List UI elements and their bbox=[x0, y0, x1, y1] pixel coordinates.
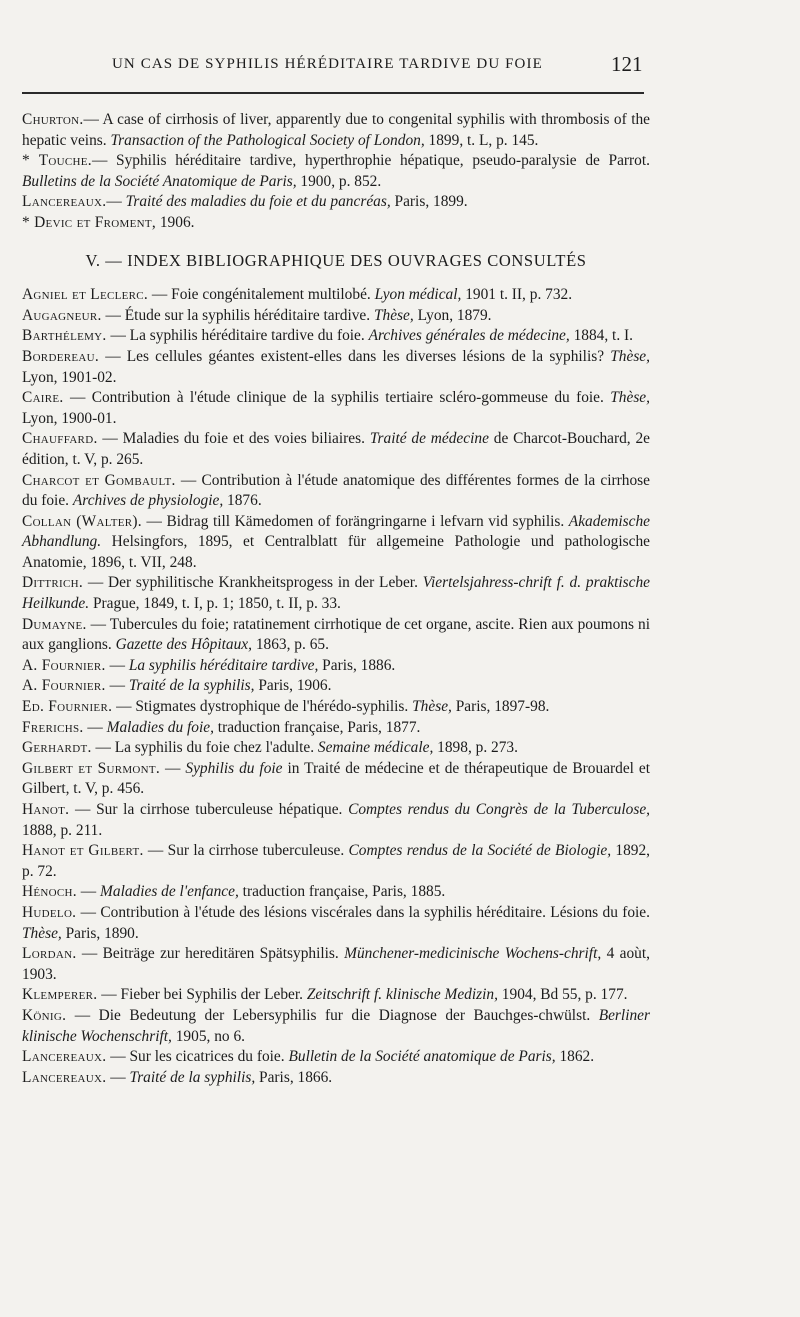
entry-author: Agniel et Leclerc. bbox=[22, 286, 149, 304]
bibliography-body bbox=[22, 110, 650, 1088]
entry-source: Traité des maladies du foie et du pancréas, bbox=[125, 193, 391, 211]
bibliography-entry bbox=[22, 841, 650, 882]
entry-author: Barthélemy. bbox=[22, 327, 107, 345]
entry-author: Dumayne. bbox=[22, 615, 87, 633]
entry-text: — La syphilis héréditaire tardive du foie. bbox=[106, 327, 369, 345]
bibliography-entry bbox=[22, 615, 650, 656]
entry-details: de Charcot-Bouchard, 2e édition, t. V, p. 265. bbox=[22, 430, 651, 468]
entry-details: 1862. bbox=[555, 1048, 595, 1066]
entry-author: Charcot et Gombault. bbox=[22, 471, 176, 489]
entry-source: Thèse, bbox=[22, 924, 62, 942]
running-header bbox=[0, 52, 800, 82]
bibliography-entry bbox=[22, 944, 650, 985]
entry-source: Akademische Abhandlung. bbox=[22, 512, 650, 551]
entry-source: Bulletin de la Société anatomique de Paris, bbox=[288, 1048, 556, 1066]
entry-source: La syphilis héréditaire tardive, bbox=[128, 656, 319, 674]
entry-author: Bordereau. bbox=[22, 347, 100, 365]
bibliography-entry bbox=[22, 573, 650, 614]
entry-text: — Contribution à l'étude anatomique des différentes formes de la cirrhose du foie. bbox=[22, 471, 650, 510]
entry-text: — Contribution à l'étude clinique de la syphilis tertiaire scléro-gommeuse du foie. bbox=[63, 389, 611, 407]
entry-details: traduction française, Paris, 1885. bbox=[238, 883, 446, 901]
entry-details: Paris, 1899. bbox=[390, 193, 468, 211]
bibliography-entry bbox=[22, 192, 650, 213]
entry-details: 1892, p. 72. bbox=[22, 842, 651, 880]
entry-author: Klemperer. bbox=[22, 986, 98, 1004]
entry-details: Paris, 1886. bbox=[318, 656, 396, 674]
bibliography-entry bbox=[22, 326, 650, 347]
entry-details: 4 aoùt, 1903. bbox=[22, 945, 650, 983]
entry-author: Hénoch. bbox=[22, 883, 77, 901]
entry-author: Hudelo. bbox=[22, 903, 77, 921]
bibliography-entry bbox=[22, 718, 650, 739]
entry-source: Comptes rendus de la Société de Biologie, bbox=[348, 842, 612, 860]
bibliography-entry bbox=[22, 347, 650, 388]
entry-text: — Sur la cirrhose tuberculeuse hépatique. bbox=[69, 801, 349, 818]
entry-text: — Die Bedeutung der Lebersyphilis fur die Diagnose der Bauchges-chwülst. bbox=[66, 1006, 599, 1024]
entry-source: Semaine médicale, bbox=[317, 739, 434, 757]
entry-source: Thèse, bbox=[610, 389, 650, 407]
entry-author: Hanot. bbox=[22, 801, 70, 818]
entry-source: Thèse, bbox=[412, 698, 452, 716]
entry-source: Traité de la syphilis, bbox=[128, 677, 255, 695]
bibliography-entry bbox=[22, 1047, 650, 1068]
section-heading: V. — INDEX BIBLIOGRAPHIQUE DES OUVRAGES CONSULTÉS bbox=[85, 250, 587, 270]
entry-author: A. Fournier. bbox=[22, 656, 106, 674]
entry-source: Traité de la syphilis, bbox=[129, 1068, 256, 1086]
entry-source: Maladies de l'enfance, bbox=[100, 883, 239, 901]
bibliography-entry bbox=[22, 1006, 650, 1047]
entry-author: * Touche. bbox=[22, 152, 92, 170]
entry-source: Münchener-medicinische Wochens-chrift, bbox=[344, 945, 602, 963]
bibliography-entry bbox=[22, 697, 650, 718]
entry-author: Hanot et Gilbert. bbox=[22, 842, 144, 860]
entry-details: Lyon, 1901-02. bbox=[22, 368, 117, 386]
entry-source: Archives de physiologie, bbox=[72, 492, 224, 510]
page-number: 121 bbox=[611, 52, 643, 76]
entry-text: — La syphilis du foie chez l'adulte. bbox=[91, 739, 318, 757]
entry-source: Syphilis du foie bbox=[185, 759, 283, 777]
entry-details: 1898, p. 273. bbox=[433, 739, 518, 757]
entry-source: Archives générales de médecine, bbox=[368, 327, 570, 345]
entry-text: — bbox=[106, 193, 126, 211]
entry-text: — bbox=[106, 1068, 130, 1086]
bibliography-entry bbox=[22, 656, 650, 677]
entry-source: Comptes rendus du Congrès de la Tuberculose, bbox=[348, 801, 650, 818]
entry-text: — Stigmates dystrophique de l'hérédo-syphilis. bbox=[112, 698, 413, 716]
entry-details: Prague, 1849, t. I, p. 1; 1850, t. II, p. 33. bbox=[89, 595, 341, 613]
bibliography-entry bbox=[22, 676, 650, 697]
entry-text: — Les cellules géantes existent-elles dans les diverses lésions de la syphilis? bbox=[99, 347, 611, 365]
bibliography-entry bbox=[22, 213, 650, 234]
bibliography-entry bbox=[22, 903, 650, 944]
entry-source: Maladies du foie, bbox=[106, 718, 214, 736]
bibliography-entry bbox=[22, 429, 650, 470]
entry-details: Paris, 1897-98. bbox=[451, 698, 550, 716]
entry-text: — bbox=[160, 759, 186, 777]
entry-details: in Traité de médecine et de thérapeutique de Brouardel et Gilbert, t. V, p. 456. bbox=[22, 759, 651, 798]
entry-author: Caire. bbox=[22, 389, 64, 407]
entry-text: — bbox=[76, 883, 101, 901]
entry-source: Bulletins de la Société Anatomique de Paris, bbox=[22, 172, 297, 190]
bibliography-entry bbox=[22, 800, 650, 841]
entry-author: Chauffard. bbox=[22, 430, 98, 448]
entry-source: Berliner klinische Wochenschrift, bbox=[22, 1006, 650, 1045]
entry-details: 1905, no 6. bbox=[171, 1027, 245, 1045]
entry-text: — Beiträge zur hereditären Spätsyphilis. bbox=[76, 945, 345, 963]
bibliography-entry bbox=[22, 151, 650, 192]
entry-author: Ed. Fournier. bbox=[22, 698, 113, 716]
entry-text: — Sur les cicatrices du foie. bbox=[106, 1048, 289, 1066]
bibliography-entry bbox=[22, 110, 650, 151]
entry-author: Lancereaux. bbox=[22, 1048, 107, 1066]
entry-details: 1899, t. L, p. 145. bbox=[424, 131, 539, 149]
entry-text: — Foie congénitalement multilobé. bbox=[148, 286, 375, 304]
entry-source: Zeitschrift f. klinische Medizin, bbox=[306, 986, 498, 1004]
entry-details: Lyon, 1900-01. bbox=[22, 409, 117, 427]
entry-details: Helsingfors, 1895, et Centralblatt für allgemeine Pathologie und pathologische Anatomie, 1896, t. VII, 248. bbox=[22, 533, 650, 571]
index-list bbox=[22, 285, 650, 1088]
bibliography-entry bbox=[22, 759, 650, 800]
entry-details: Paris, 1890. bbox=[61, 924, 139, 942]
entry-details: 1863, p. 65. bbox=[251, 636, 329, 654]
entry-details: traduction française, Paris, 1877. bbox=[213, 718, 421, 736]
header-rule bbox=[22, 92, 644, 94]
entry-text: — bbox=[83, 718, 107, 736]
entry-details: 1888, p. 211. bbox=[22, 821, 103, 839]
entry-text: — Contribution à l'étude des lésions viscérales dans la syphilis héréditaire. Lésions du foie. bbox=[76, 903, 650, 921]
entry-source: Lyon médical, bbox=[374, 286, 462, 304]
entry-details: 1904, Bd 55, p. 177. bbox=[497, 986, 628, 1004]
entry-author: Lordan. bbox=[22, 945, 77, 963]
entry-author: Dittrich. bbox=[22, 574, 84, 592]
bibliography-entry bbox=[22, 985, 650, 1006]
entry-details: Lyon, 1879. bbox=[413, 306, 492, 324]
entry-text: — Étude sur la syphilis héréditaire tardive. bbox=[101, 306, 374, 324]
entry-author: Lancereaux. bbox=[22, 193, 107, 211]
entry-text: — A case of cirrhosis of liver, apparently due to congenital syphilis with thrombosis of the hepatic veins. bbox=[22, 111, 650, 149]
entry-text: — bbox=[105, 656, 129, 674]
entry-source: Traité de médecine bbox=[369, 430, 489, 448]
entry-source: Thèse, bbox=[610, 347, 650, 365]
entry-author: Gilbert et Surmont. bbox=[22, 759, 161, 777]
entry-source: Thèse, bbox=[373, 306, 414, 324]
entry-details: 1901 t. II, p. 732. bbox=[461, 286, 573, 304]
entry-author: Lancereaux. bbox=[22, 1068, 107, 1086]
entry-text: — Fieber bei Syphilis der Leber. bbox=[97, 986, 307, 1004]
entry-author: König. bbox=[22, 1006, 67, 1024]
entry-details: Paris, 1866. bbox=[255, 1068, 333, 1086]
bibliography-entry bbox=[22, 512, 650, 574]
entry-details: 1900, p. 852. bbox=[296, 172, 382, 190]
bibliography-entry bbox=[22, 306, 650, 327]
references-list bbox=[22, 110, 650, 234]
entry-text: — Sur la cirrhose tuberculeuse. bbox=[143, 842, 349, 860]
entry-details: 1884, t. I. bbox=[569, 327, 634, 345]
bibliography-entry bbox=[22, 882, 650, 903]
entry-author: Gerhardt. bbox=[22, 739, 92, 757]
bibliography-entry bbox=[22, 285, 650, 306]
entry-text: — Maladies du foie et des voies biliaires. bbox=[97, 430, 370, 448]
entry-source: Gazette des Hôpitaux, bbox=[115, 636, 252, 654]
entry-source: Viertelsjahress-chrift f. d. praktische Heilkunde. bbox=[22, 574, 650, 613]
bibliography-entry bbox=[22, 1068, 650, 1089]
entry-text: — Bidrag till Kämedomen of forängringarne i lefvarn vid syphilis. bbox=[141, 512, 569, 530]
entry-text: — bbox=[105, 677, 129, 695]
bibliography-entry bbox=[22, 388, 650, 429]
running-title: UN CAS DE SYPHILIS HÉRÉDITAIRE TARDIVE DU FOIE bbox=[112, 56, 543, 72]
entry-author: Augagneur. bbox=[22, 306, 102, 324]
bibliography-entry bbox=[22, 471, 650, 512]
entry-text: 1906. bbox=[156, 213, 195, 231]
entry-text: — Syphilis héréditaire tardive, hyperthrophie hépatique, pseudo-paralysie de Parrot. bbox=[91, 152, 650, 170]
entry-author: A. Fournier. bbox=[22, 677, 106, 695]
entry-author: Collan (Walter). bbox=[22, 512, 142, 530]
entry-details: Paris, 1906. bbox=[254, 677, 332, 695]
entry-author: * Devic et Froment, bbox=[22, 213, 157, 231]
entry-text: — Tubercules du foie; ratatinement cirrhotique de cet organe, ascite. Rien aux poumons ni aux ganglions. bbox=[22, 615, 650, 654]
entry-source: Transaction of the Pathological Society of London, bbox=[110, 131, 425, 149]
entry-text: — Der syphilitische Krankheitsprogess in der Leber. bbox=[83, 574, 423, 592]
entry-author: Churton. bbox=[22, 111, 84, 128]
bibliography-entry bbox=[22, 738, 650, 759]
entry-author: Frerichs. bbox=[22, 718, 84, 736]
entry-details: 1876. bbox=[223, 492, 262, 510]
